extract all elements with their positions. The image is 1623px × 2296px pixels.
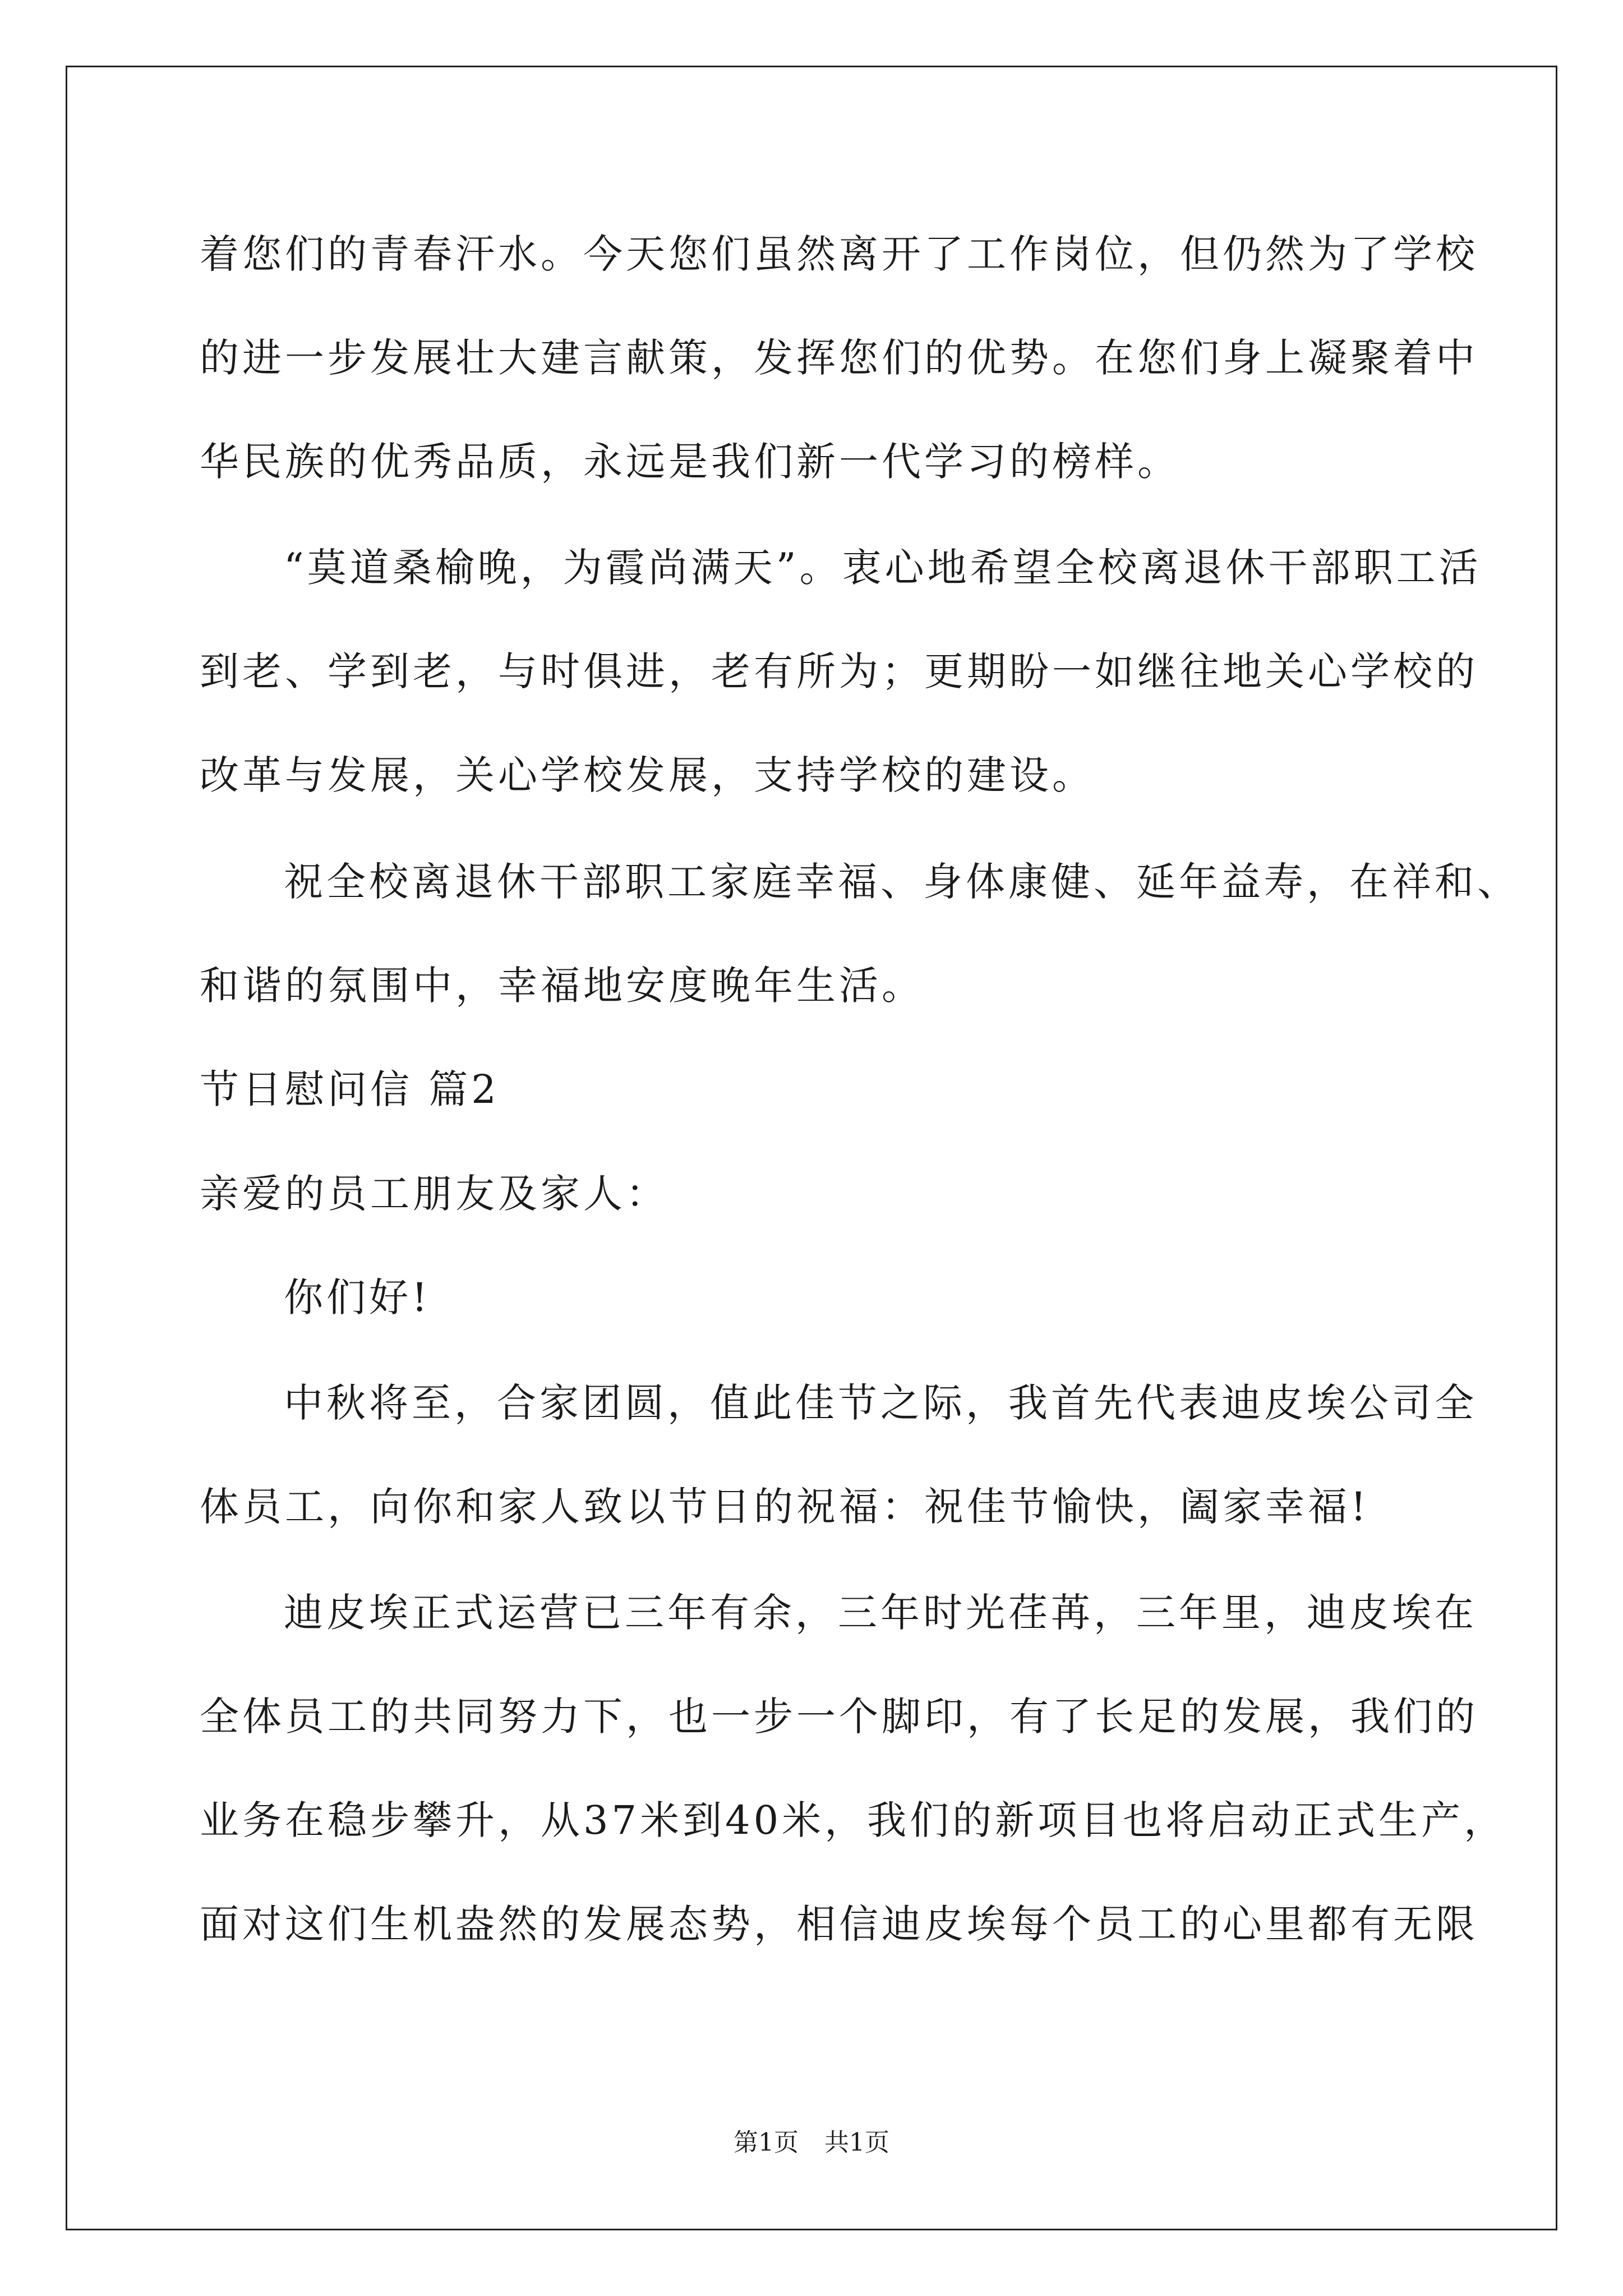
section-heading: 节日慰问信 篇2 [200, 1066, 500, 1112]
paragraph-line: 着您们的青春汗水。今天您们虽然离开了工作岗位，但仍然为了学校 [200, 231, 1478, 277]
paragraph-line: 改革与发展，关心学校发展，支持学校的建设。 [200, 752, 1095, 798]
paragraph-line: 体员工，向你和家人致以节日的祝福：祝佳节愉快，阖家幸福! [200, 1484, 1370, 1530]
paragraph-line: 面对这们生机盎然的发展态势，相信迪皮埃每个员工的心里都有无限 [200, 1901, 1478, 1947]
paragraph-line: 祝全校离退休干部职工家庭幸福、身体康健、延年益寿，在祥和、 [284, 859, 1520, 905]
page-number: 第1页 [734, 2128, 799, 2157]
salutation: 亲爱的员工朋友及家人： [200, 1171, 668, 1217]
paragraph-line: 的进一步发展壮大建言献策，发挥您们的优势。在您们身上凝聚着中 [200, 335, 1478, 381]
paragraph-line: 到老、学到老，与时俱进，老有所为；更期盼一如继往地关心学校的 [200, 648, 1478, 694]
paragraph-line: 业务在稳步攀升，从37米到40米，我们的新项目也将启动正式生产， [200, 1797, 1507, 1843]
paragraph-line: “莫道桑榆晚，为霞尚满天”。衷心地希望全校离退休干部职工活 [284, 545, 1482, 591]
paragraph-line: 和谐的氛围中，幸福地安度晚年生活。 [200, 963, 924, 1009]
page-footer [0, 2126, 1623, 2160]
greeting: 你们好! [284, 1274, 431, 1320]
page-total: 共1页 [824, 2128, 889, 2157]
paragraph-line: 华民族的优秀品质，永远是我们新一代学习的榜样。 [200, 439, 1180, 485]
paragraph-line: 中秋将至，合家团圆，值此佳节之际，我首先代表迪皮埃公司全 [284, 1380, 1477, 1426]
paragraph-line: 迪皮埃正式运营已三年有余，三年时光荏苒，三年里，迪皮埃在 [284, 1590, 1477, 1636]
paragraph-line: 全体员工的共同努力下，也一步一个脚印，有了长足的发展，我们的 [200, 1694, 1478, 1740]
